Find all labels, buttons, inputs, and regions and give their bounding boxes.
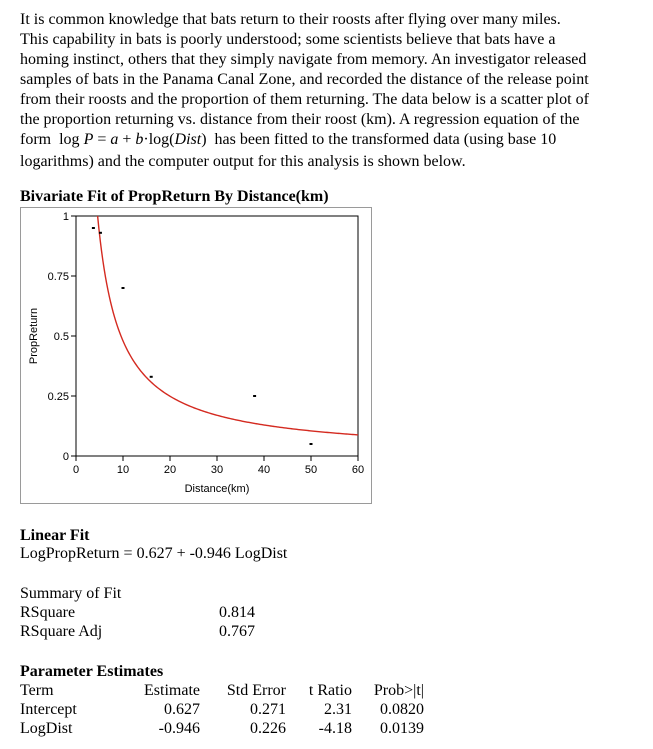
x-tick-label: 10 <box>116 464 130 476</box>
summary-label: RSquare <box>20 604 76 621</box>
table-cell-term: LogDist <box>20 720 73 737</box>
table-cell: 0.0820 <box>380 701 424 718</box>
x-tick-label: 40 <box>257 464 271 476</box>
data-point <box>253 395 256 397</box>
x-axis-label: Distance(km) <box>184 483 250 495</box>
table-header-cell: Estimate <box>144 682 200 699</box>
y-tick-label: 1 <box>62 211 69 223</box>
data-point <box>150 376 153 378</box>
intro-line-equation <box>20 130 645 150</box>
data-point <box>122 287 125 289</box>
table-cell: 0.271 <box>250 701 286 718</box>
intro-paragraph <box>20 10 645 172</box>
scatter-plot <box>21 208 371 503</box>
summary-heading: Summary of Fit <box>20 585 122 602</box>
intro-line: the proportion returning vs. distance from their roost (km). A regression equation of the <box>20 111 580 128</box>
x-tick-label: 50 <box>304 464 318 476</box>
table-header-cell: Std Error <box>226 682 286 699</box>
fit-curve <box>98 216 358 435</box>
table-cell: 0.627 <box>164 701 200 718</box>
parameter-estimates-heading: Parameter Estimates <box>20 663 164 680</box>
linear-fit-heading: Linear Fit <box>20 527 90 544</box>
y-tick-label: 0.25 <box>47 391 69 403</box>
x-tick-label: 20 <box>163 464 177 476</box>
x-tick-label: 60 <box>351 464 365 476</box>
summary-value: 0.814 <box>219 604 255 621</box>
table-cell: 0.0139 <box>380 720 424 737</box>
intro-line: It is common knowledge that bats return to their roosts after flying over many miles. <box>20 11 561 28</box>
summary-value: 0.767 <box>219 623 255 640</box>
data-point <box>92 227 95 229</box>
y-tick-label: 0.75 <box>47 271 69 283</box>
table-cell: 0.226 <box>250 720 286 737</box>
table-cell: -4.18 <box>318 720 352 737</box>
table-header-cell: Prob>|t| <box>373 682 424 699</box>
table-header-cell: Term <box>20 682 54 699</box>
intro-line: samples of bats in the Panama Canal Zone, and recorded the distance of the release point <box>20 71 589 88</box>
intro-line: logarithms) and the computer output for this analysis is shown below. <box>20 153 466 170</box>
table-header-cell: t Ratio <box>308 682 352 699</box>
x-tick-label: 0 <box>72 464 80 476</box>
y-tick-label: 0.5 <box>53 331 69 343</box>
regression-equation: log P = a + b·log(Dist) <box>59 131 207 148</box>
figure-title: Bivariate Fit of PropReturn By Distance(km) <box>20 188 329 205</box>
y-tick-label: 0 <box>62 451 69 463</box>
scatter-plot-frame <box>20 207 372 504</box>
intro-line: This capability in bats is poorly understood; some scientists believe that bats have a <box>20 31 556 48</box>
table-cell: 2.31 <box>324 701 352 718</box>
linear-fit-equation: LogPropReturn = 0.627 + -0.946 LogDist <box>20 545 288 562</box>
intro-line: homing instinct, others that they simply navigate from memory. An investigator released <box>20 51 587 68</box>
data-point <box>310 443 313 445</box>
table-cell-term: Intercept <box>20 701 77 718</box>
data-point <box>99 232 102 234</box>
table-cell: -0.946 <box>158 720 200 737</box>
intro-line-suffix: has been fitted to the transformed data (using base 10 <box>214 131 557 148</box>
summary-label: RSquare Adj <box>20 623 103 640</box>
intro-line: from their roosts and the proportion of them returning. The data below is a scatter plot of <box>20 91 589 108</box>
y-axis-label: PropReturn <box>28 307 40 365</box>
form-word: form <box>20 131 52 148</box>
plot-area <box>76 216 358 456</box>
x-tick-label: 30 <box>210 464 224 476</box>
